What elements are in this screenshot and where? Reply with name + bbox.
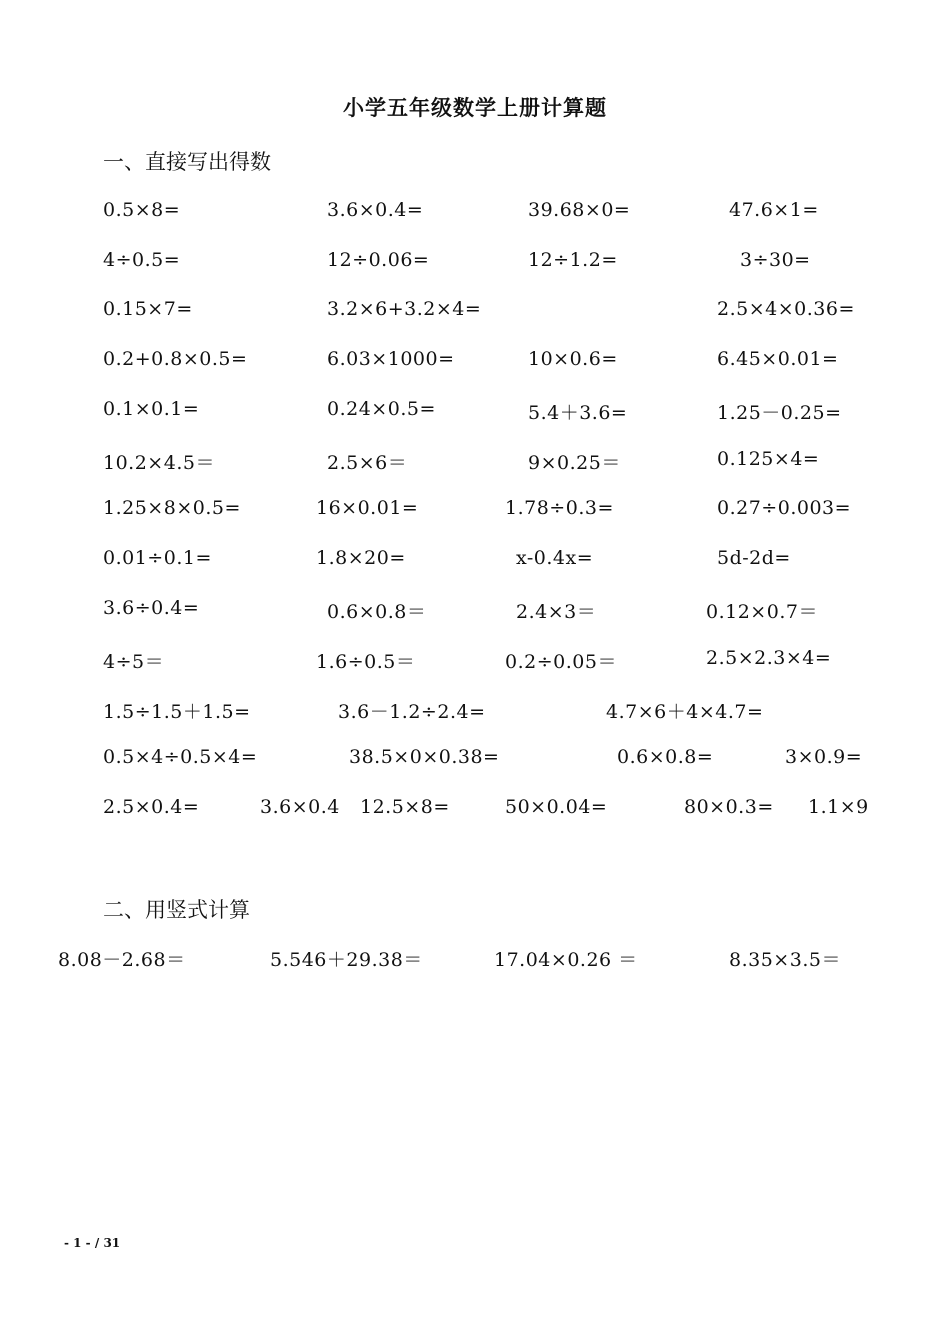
problem: 4÷5＝ [103, 651, 165, 673]
page-title: 小学五年级数学上册计算题 [343, 95, 607, 120]
problem: 4.7×6＋4×4.7= [606, 701, 764, 723]
problem: 2.4×3＝ [516, 601, 597, 623]
problem: 0.1×0.1= [103, 398, 200, 420]
problem: 8.08－2.68＝ [58, 949, 186, 971]
problem: 12÷0.06= [327, 249, 430, 271]
problem: 39.68×0= [528, 199, 631, 221]
problem: 3.6×0.4 [260, 796, 340, 818]
problem: 1.78÷0.3= [505, 497, 614, 519]
problem: 5.4＋3.6= [528, 402, 628, 424]
page-number: - 1 - [64, 1236, 91, 1250]
problem: 3÷30= [740, 249, 811, 271]
problem: 10.2×4.5＝ [103, 452, 215, 474]
problem: 38.5×0×0.38= [349, 746, 500, 768]
problem: 1.25×8×0.5= [103, 497, 241, 519]
problem: 17.04×0.26 ＝ [494, 949, 638, 971]
problem: 3.2×6+3.2×4= [327, 298, 482, 320]
problem: 0.6×0.8＝ [327, 601, 427, 623]
page-footer [64, 1236, 120, 1250]
problem: 80×0.3= [684, 796, 774, 818]
section-1-heading: 一、直接写出得数 [103, 150, 271, 174]
problem: 0.2÷0.05＝ [505, 651, 617, 673]
problem: 0.27÷0.003= [717, 497, 852, 519]
problem: 8.35×3.5＝ [729, 949, 841, 971]
problem: 0.5×4÷0.5×4= [103, 746, 258, 768]
problem: 0.5×8= [103, 199, 181, 221]
problem: 9×0.25＝ [528, 452, 621, 474]
problem: 16×0.01= [316, 497, 419, 519]
problem: 3.6－1.2÷2.4= [338, 701, 486, 723]
problem: 1.6÷0.5＝ [316, 651, 416, 673]
problem: 12÷1.2= [528, 249, 618, 271]
problem: 47.6×1= [729, 199, 819, 221]
problem: 4÷0.5= [103, 249, 181, 271]
problem: 5.546＋29.38＝ [270, 949, 423, 971]
problem: 0.6×0.8= [617, 746, 714, 768]
problem: 10×0.6= [528, 348, 618, 370]
problem: 6.45×0.01= [717, 348, 839, 370]
problem: 0.12×0.7＝ [706, 601, 818, 623]
problem: 5d-2d= [717, 547, 791, 569]
problem: 2.5×6＝ [327, 452, 408, 474]
problem: 3×0.9= [785, 746, 863, 768]
problem: x-0.4x= [516, 547, 594, 569]
page-separator: / [94, 1236, 100, 1250]
problem: 12.5×8= [360, 796, 450, 818]
problem: 1.8×20= [316, 547, 406, 569]
problem: 2.5×0.4= [103, 796, 200, 818]
page-total: 31 [103, 1236, 121, 1250]
problem: 2.5×2.3×4= [706, 647, 832, 669]
problem: 6.03×1000= [327, 348, 455, 370]
problem: 2.5×4×0.36= [717, 298, 855, 320]
problem: 1.1×9 [808, 796, 869, 818]
problem: 0.01÷0.1= [103, 547, 212, 569]
problem: 1.5÷1.5＋1.5= [103, 701, 251, 723]
problem: 1.25－0.25= [717, 402, 842, 424]
problem: 0.125×4= [717, 448, 820, 470]
problem: 3.6÷0.4= [103, 597, 200, 619]
problem: 0.24×0.5= [327, 398, 436, 420]
problem: 0.2+0.8×0.5= [103, 348, 248, 370]
problem: 0.15×7= [103, 298, 193, 320]
problem: 3.6×0.4= [327, 199, 424, 221]
section-2-heading: 二、用竖式计算 [103, 898, 250, 922]
problem: 50×0.04= [505, 796, 608, 818]
